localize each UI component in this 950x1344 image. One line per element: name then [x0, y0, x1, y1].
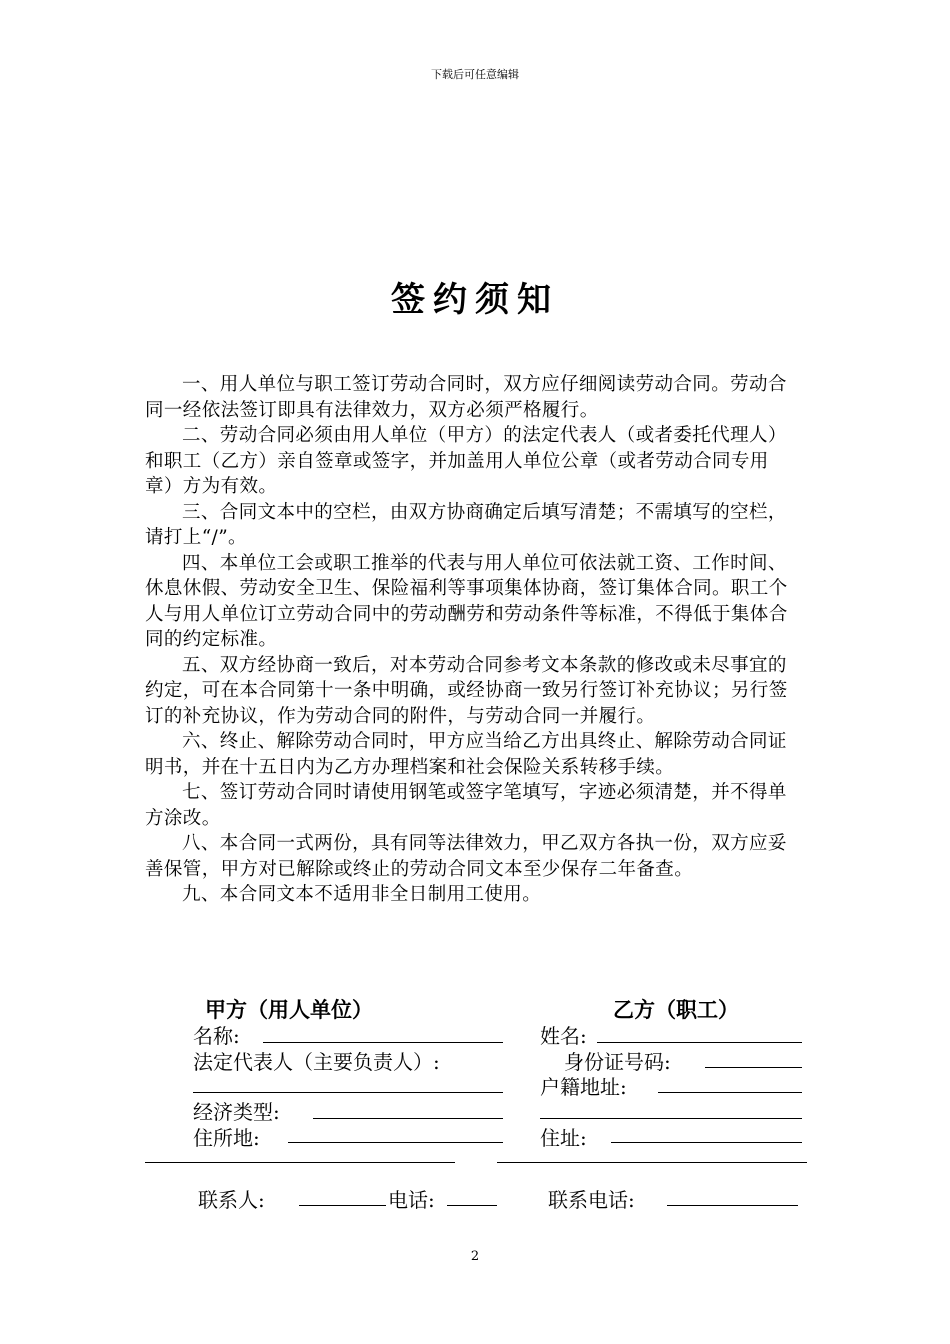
page-number: 2 [470, 1249, 480, 1264]
party-a-address-label: 住所地: [193, 1126, 260, 1150]
page-title: 签约须知 [391, 280, 559, 320]
party-a-name-label: 名称: [193, 1024, 240, 1048]
clause-8: 八、本合同一式两份，具有同等法律效力，甲乙双方各执一份，双方应妥善保管，甲方对已解除或终止的劳动合同文本至少保存二年备查。 [145, 833, 787, 880]
clause-1: 一、用人单位与职工签订劳动合同时，双方应仔细阅读劳动合同。劳动合同一经依法签订即具有法律效力，双方必须严格履行。 [145, 374, 787, 421]
party-b-household-field-2[interactable] [540, 1118, 802, 1119]
clause-5: 五、双方经协商一致后，对本劳动合同参考文本条款的修改或未尽事宜的约定，可在本合同第十一条中明确，或经协商一致另行签订补充协议；另行签订的补充协议，作为劳动合同的附件，与劳动合同一并履行。 [145, 654, 788, 727]
party-a-legal-rep-label: 法定代表人（主要负责人）: [193, 1050, 440, 1074]
party-b-heading: 乙方（职工） [613, 998, 739, 1022]
party-a-phone-label: 电话: [388, 1188, 435, 1212]
party-b-phone-field[interactable] [667, 1205, 798, 1206]
clause-2: 二、劳动合同必须由用人单位（甲方）的法定代表人（或者委托代理人）和职工（乙方）亲自签章或签字，并加盖用人单位公章（或者劳动合同专用章）方为有效。 [145, 425, 787, 497]
party-a-divider [145, 1162, 455, 1163]
party-a-heading: 甲方（用人单位） [205, 998, 373, 1022]
party-b-household-field[interactable] [658, 1092, 802, 1093]
header-note: 下载后可任意编辑 [431, 68, 519, 81]
clause-4: 四、本单位工会或职工推举的代表与用人单位可依法就工资、工作时间、休息休假、劳动安全卫生、保险福利等事项集体协商，签订集体合同。职工个人与用人单位订立劳动合同中的劳动酬劳和劳动条件等标准，不得低于集体合同的约定标准。 [145, 552, 788, 650]
party-b-name-field[interactable] [597, 1042, 802, 1043]
party-b-address-field[interactable] [611, 1142, 802, 1143]
party-a-name-field[interactable] [263, 1042, 503, 1043]
party-a-address-field[interactable] [288, 1142, 503, 1143]
clause-6: 六、终止、解除劳动合同时，甲方应当给乙方出具终止、解除劳动合同证明书，并在十五日内为乙方办理档案和社会保险关系转移手续。 [145, 731, 787, 778]
party-b-household-label: 户籍地址: [540, 1075, 627, 1099]
party-b-name-label: 姓名: [540, 1024, 587, 1048]
party-a-econ-type-label: 经济类型: [193, 1100, 280, 1124]
party-b-id-label: 身份证号码: [564, 1050, 671, 1074]
party-a-contact-field[interactable] [299, 1205, 386, 1206]
party-a-legal-rep-field[interactable] [193, 1092, 503, 1093]
clause-9: 九、本合同文本不适用非全日制用工使用。 [182, 884, 542, 905]
party-b-address-label: 住址: [540, 1126, 587, 1150]
clause-7: 七、签订劳动合同时请使用钢笔或签字笔填写，字迹必须清楚，并不得单方涂改。 [145, 782, 787, 829]
party-b-divider [497, 1162, 807, 1163]
party-a-phone-field[interactable] [447, 1205, 497, 1206]
party-a-econ-type-field[interactable] [313, 1118, 503, 1119]
clause-list [145, 372, 795, 908]
party-b-phone-label: 联系电话: [548, 1188, 635, 1212]
party-a-contact-label: 联系人: [198, 1188, 265, 1212]
clause-3: 三、合同文本中的空栏，由双方协商确定后填写清楚；不需填写的空栏，请打上“/”。 [145, 501, 787, 548]
party-b-id-field[interactable] [705, 1067, 802, 1068]
